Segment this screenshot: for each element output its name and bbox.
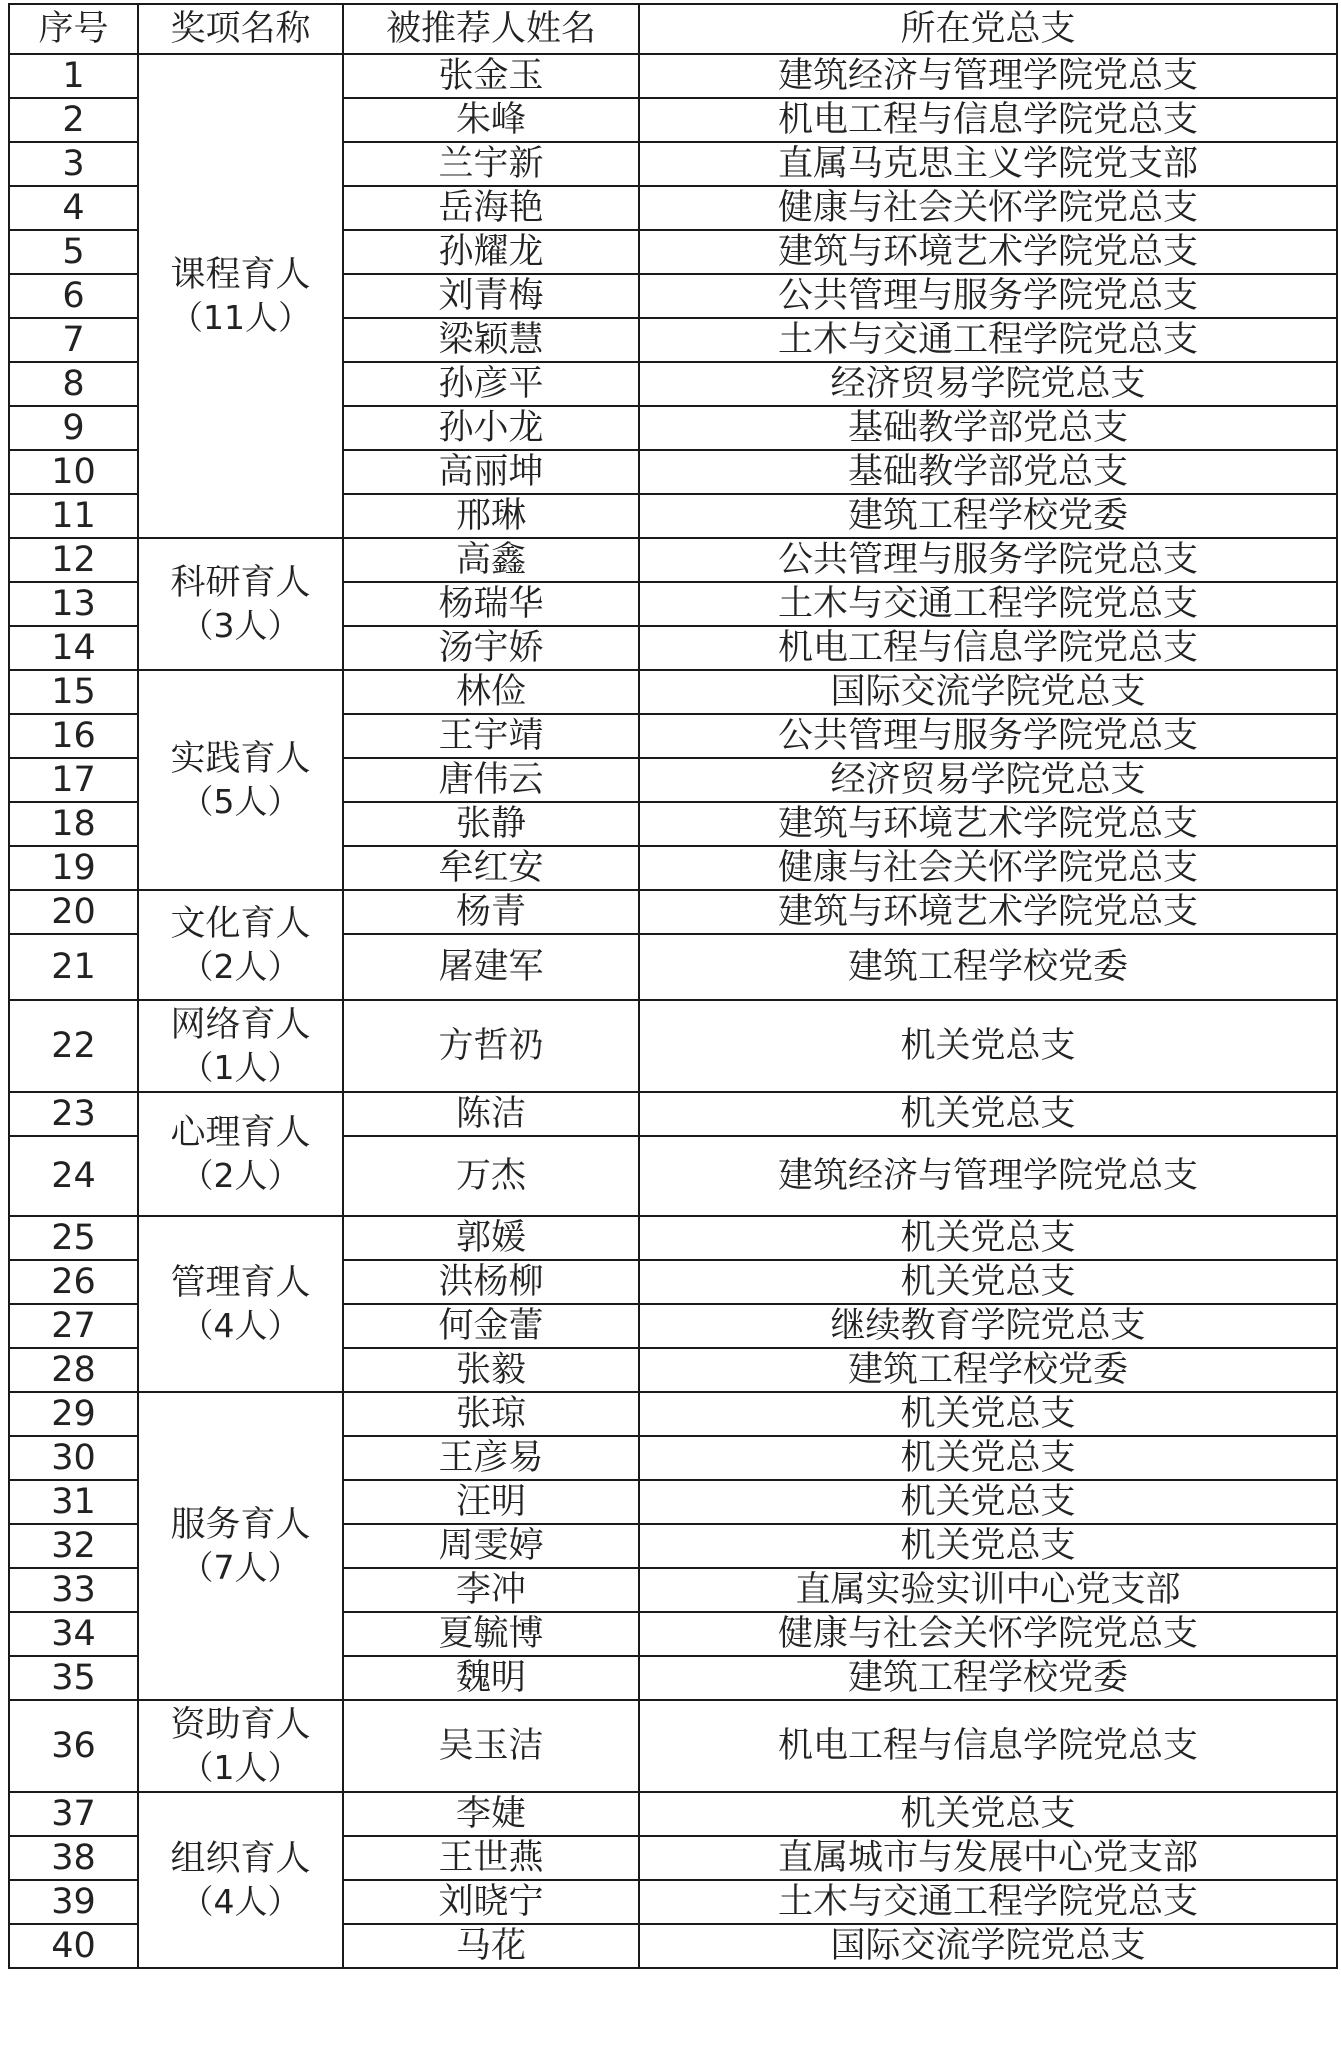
serial-number-cell: 40 xyxy=(9,1924,138,1968)
serial-number-cell: 12 xyxy=(9,538,138,582)
nominee-name-cell: 汤宇娇 xyxy=(343,626,639,670)
nominee-name-cell: 刘晓宁 xyxy=(343,1880,639,1924)
serial-number-cell: 16 xyxy=(9,714,138,758)
serial-number-cell: 1 xyxy=(9,54,138,98)
party-branch-cell: 基础教学部党总支 xyxy=(639,406,1337,450)
nominee-name-cell: 张静 xyxy=(343,802,639,846)
party-branch-cell: 机关党总支 xyxy=(639,1436,1337,1480)
serial-number-cell: 17 xyxy=(9,758,138,802)
party-branch-cell: 机关党总支 xyxy=(639,1092,1337,1136)
award-nominee-count: （2人） xyxy=(180,1156,301,1196)
award-name-cell xyxy=(138,538,343,670)
nominee-name-cell: 陈洁 xyxy=(343,1092,639,1136)
party-branch-cell: 直属城市与发展中心党支部 xyxy=(639,1836,1337,1880)
nominee-name-cell: 吴玉洁 xyxy=(343,1700,639,1792)
nominee-name-cell: 张琼 xyxy=(343,1392,639,1436)
nominee-name-cell: 李冲 xyxy=(343,1568,639,1612)
party-branch-cell: 土木与交通工程学院党总支 xyxy=(639,1880,1337,1924)
party-branch-cell: 建筑与环境艺术学院党总支 xyxy=(639,802,1337,846)
award-nominee-count: （7人） xyxy=(180,1548,301,1588)
header-party-branch: 所在党总支 xyxy=(639,4,1337,54)
serial-number-cell: 6 xyxy=(9,274,138,318)
award-name-cell xyxy=(138,670,343,890)
award-nominee-count: （1人） xyxy=(180,1048,301,1088)
party-branch-cell: 建筑工程学校党委 xyxy=(639,1348,1337,1392)
serial-number-cell: 25 xyxy=(9,1216,138,1260)
award-nominee-count: （3人） xyxy=(180,606,301,646)
award-category-label: 文化育人 xyxy=(170,903,311,944)
nominee-name-cell: 高丽坤 xyxy=(343,450,639,494)
party-branch-cell: 公共管理与服务学院党总支 xyxy=(639,714,1337,758)
award-nominee-count: （4人） xyxy=(180,1306,301,1346)
party-branch-cell: 土木与交通工程学院党总支 xyxy=(639,318,1337,362)
party-branch-cell: 机关党总支 xyxy=(639,1480,1337,1524)
party-branch-cell: 机关党总支 xyxy=(639,1260,1337,1304)
award-nominee-count: （2人） xyxy=(180,947,301,987)
party-branch-cell: 国际交流学院党总支 xyxy=(639,1924,1337,1968)
party-branch-cell: 机关党总支 xyxy=(639,1524,1337,1568)
award-category-label: 资助育人 xyxy=(170,1704,311,1745)
party-branch-cell: 健康与社会关怀学院党总支 xyxy=(639,186,1337,230)
party-branch-cell: 健康与社会关怀学院党总支 xyxy=(639,1612,1337,1656)
party-branch-cell: 直属实验实训中心党支部 xyxy=(639,1568,1337,1612)
award-name-cell xyxy=(138,890,343,1000)
nominee-name-cell: 林俭 xyxy=(343,670,639,714)
table-row xyxy=(9,890,1337,934)
nominee-name-cell: 王世燕 xyxy=(343,1836,639,1880)
table-body xyxy=(9,54,1337,1968)
party-branch-cell: 建筑经济与管理学院党总支 xyxy=(639,54,1337,98)
nominee-name-cell: 梁颖慧 xyxy=(343,318,639,362)
party-branch-cell: 建筑工程学校党委 xyxy=(639,934,1337,1000)
serial-number-cell: 29 xyxy=(9,1392,138,1436)
party-branch-cell: 公共管理与服务学院党总支 xyxy=(639,274,1337,318)
nominee-name-cell: 周雯婷 xyxy=(343,1524,639,1568)
serial-number-cell: 34 xyxy=(9,1612,138,1656)
nominee-name-cell: 李婕 xyxy=(343,1792,639,1836)
nominee-name-cell: 杨青 xyxy=(343,890,639,934)
award-category-label: 组织育人 xyxy=(170,1838,311,1879)
award-category-label: 心理育人 xyxy=(170,1112,311,1153)
party-branch-cell: 土木与交通工程学院党总支 xyxy=(639,582,1337,626)
party-branch-cell: 经济贸易学院党总支 xyxy=(639,758,1337,802)
nominee-name-cell: 王彦易 xyxy=(343,1436,639,1480)
header-nominee-name: 被推荐人姓名 xyxy=(343,4,639,54)
party-branch-cell: 机关党总支 xyxy=(639,1000,1337,1092)
award-name-cell xyxy=(138,1000,343,1092)
party-branch-cell: 公共管理与服务学院党总支 xyxy=(639,538,1337,582)
award-nominee-count: （5人） xyxy=(180,782,301,822)
serial-number-cell: 35 xyxy=(9,1656,138,1700)
award-name-cell xyxy=(138,1700,343,1792)
nominee-name-cell: 屠建军 xyxy=(343,934,639,1000)
table-row xyxy=(9,1000,1337,1092)
nominee-name-cell: 张金玉 xyxy=(343,54,639,98)
nominee-name-cell: 高鑫 xyxy=(343,538,639,582)
award-category-label: 网络育人 xyxy=(170,1004,311,1045)
award-name-cell xyxy=(138,1092,343,1216)
award-nominee-table xyxy=(8,3,1338,1969)
nominee-name-cell: 洪杨柳 xyxy=(343,1260,639,1304)
award-nominee-count: （1人） xyxy=(180,1748,301,1788)
serial-number-cell: 33 xyxy=(9,1568,138,1612)
serial-number-cell: 36 xyxy=(9,1700,138,1792)
party-branch-cell: 建筑工程学校党委 xyxy=(639,1656,1337,1700)
serial-number-cell: 26 xyxy=(9,1260,138,1304)
nominee-name-cell: 邢琳 xyxy=(343,494,639,538)
table-row xyxy=(9,1792,1337,1836)
award-name-cell xyxy=(138,1216,343,1392)
award-nominee-table-container xyxy=(8,3,1336,1969)
serial-number-cell: 23 xyxy=(9,1092,138,1136)
serial-number-cell: 14 xyxy=(9,626,138,670)
serial-number-cell: 30 xyxy=(9,1436,138,1480)
party-branch-cell: 国际交流学院党总支 xyxy=(639,670,1337,714)
serial-number-cell: 32 xyxy=(9,1524,138,1568)
nominee-name-cell: 万杰 xyxy=(343,1136,639,1216)
award-nominee-count: （11人） xyxy=(170,298,311,338)
serial-number-cell: 27 xyxy=(9,1304,138,1348)
party-branch-cell: 基础教学部党总支 xyxy=(639,450,1337,494)
serial-number-cell: 37 xyxy=(9,1792,138,1836)
award-name-cell xyxy=(138,1792,343,1968)
table-row xyxy=(9,538,1337,582)
table-row xyxy=(9,670,1337,714)
serial-number-cell: 18 xyxy=(9,802,138,846)
award-category-label: 课程育人 xyxy=(170,254,311,295)
nominee-name-cell: 孙小龙 xyxy=(343,406,639,450)
nominee-name-cell: 何金蕾 xyxy=(343,1304,639,1348)
party-branch-cell: 建筑与环境艺术学院党总支 xyxy=(639,230,1337,274)
award-name-cell xyxy=(138,1392,343,1700)
nominee-name-cell: 郭媛 xyxy=(343,1216,639,1260)
serial-number-cell: 38 xyxy=(9,1836,138,1880)
serial-number-cell: 21 xyxy=(9,934,138,1000)
party-branch-cell: 机关党总支 xyxy=(639,1792,1337,1836)
party-branch-cell: 机电工程与信息学院党总支 xyxy=(639,626,1337,670)
serial-number-cell: 4 xyxy=(9,186,138,230)
serial-number-cell: 8 xyxy=(9,362,138,406)
nominee-name-cell: 孙彦平 xyxy=(343,362,639,406)
header-award-name: 奖项名称 xyxy=(138,4,343,54)
header-row xyxy=(9,4,1337,54)
party-branch-cell: 机关党总支 xyxy=(639,1392,1337,1436)
award-category-label: 实践育人 xyxy=(170,738,311,779)
party-branch-cell: 机电工程与信息学院党总支 xyxy=(639,98,1337,142)
party-branch-cell: 建筑与环境艺术学院党总支 xyxy=(639,890,1337,934)
nominee-name-cell: 夏毓博 xyxy=(343,1612,639,1656)
nominee-name-cell: 孙耀龙 xyxy=(343,230,639,274)
serial-number-cell: 10 xyxy=(9,450,138,494)
table-row xyxy=(9,1216,1337,1260)
serial-number-cell: 39 xyxy=(9,1880,138,1924)
party-branch-cell: 健康与社会关怀学院党总支 xyxy=(639,846,1337,890)
nominee-name-cell: 兰宇新 xyxy=(343,142,639,186)
nominee-name-cell: 马花 xyxy=(343,1924,639,1968)
party-branch-cell: 经济贸易学院党总支 xyxy=(639,362,1337,406)
award-category-label: 服务育人 xyxy=(170,1504,311,1545)
serial-number-cell: 24 xyxy=(9,1136,138,1216)
party-branch-cell: 建筑经济与管理学院党总支 xyxy=(639,1136,1337,1216)
nominee-name-cell: 方哲礽 xyxy=(343,1000,639,1092)
award-nominee-count: （4人） xyxy=(180,1882,301,1922)
table-row xyxy=(9,1392,1337,1436)
serial-number-cell: 28 xyxy=(9,1348,138,1392)
serial-number-cell: 13 xyxy=(9,582,138,626)
nominee-name-cell: 唐伟云 xyxy=(343,758,639,802)
nominee-name-cell: 刘青梅 xyxy=(343,274,639,318)
party-branch-cell: 建筑工程学校党委 xyxy=(639,494,1337,538)
serial-number-cell: 11 xyxy=(9,494,138,538)
nominee-name-cell: 魏明 xyxy=(343,1656,639,1700)
award-name-cell xyxy=(138,54,343,538)
serial-number-cell: 20 xyxy=(9,890,138,934)
table-row xyxy=(9,54,1337,98)
serial-number-cell: 15 xyxy=(9,670,138,714)
serial-number-cell: 7 xyxy=(9,318,138,362)
serial-number-cell: 22 xyxy=(9,1000,138,1092)
award-category-label: 管理育人 xyxy=(170,1262,311,1303)
table-row xyxy=(9,1092,1337,1136)
nominee-name-cell: 杨瑞华 xyxy=(343,582,639,626)
serial-number-cell: 5 xyxy=(9,230,138,274)
serial-number-cell: 19 xyxy=(9,846,138,890)
nominee-name-cell: 张毅 xyxy=(343,1348,639,1392)
party-branch-cell: 直属马克思主义学院党支部 xyxy=(639,142,1337,186)
serial-number-cell: 31 xyxy=(9,1480,138,1524)
header-serial-number: 序号 xyxy=(9,4,138,54)
serial-number-cell: 3 xyxy=(9,142,138,186)
serial-number-cell: 9 xyxy=(9,406,138,450)
table-row xyxy=(9,1700,1337,1792)
nominee-name-cell: 牟红安 xyxy=(343,846,639,890)
nominee-name-cell: 岳海艳 xyxy=(343,186,639,230)
party-branch-cell: 机关党总支 xyxy=(639,1216,1337,1260)
nominee-name-cell: 朱峰 xyxy=(343,98,639,142)
serial-number-cell: 2 xyxy=(9,98,138,142)
nominee-name-cell: 王宇靖 xyxy=(343,714,639,758)
party-branch-cell: 机电工程与信息学院党总支 xyxy=(639,1700,1337,1792)
award-category-label: 科研育人 xyxy=(170,562,311,603)
nominee-name-cell: 汪明 xyxy=(343,1480,639,1524)
party-branch-cell: 继续教育学院党总支 xyxy=(639,1304,1337,1348)
